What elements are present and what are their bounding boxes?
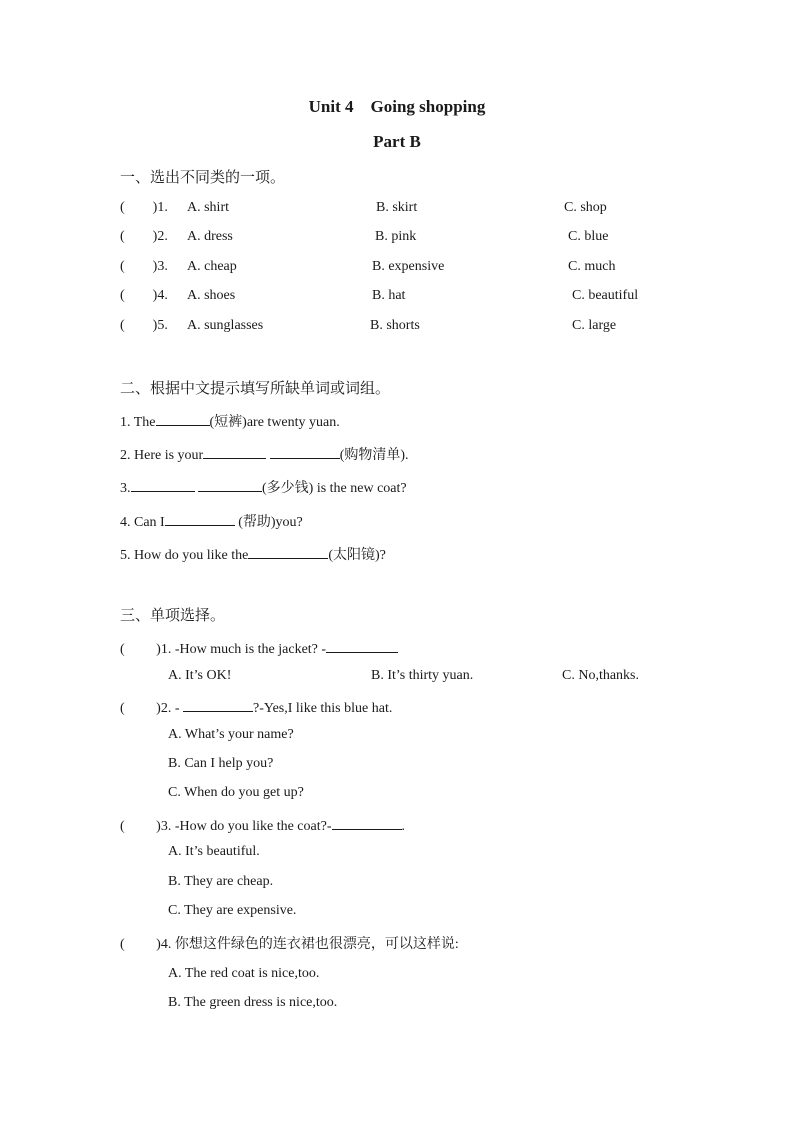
worksheet-subtitle: Part B (373, 132, 421, 151)
answer-bracket: ( )4. (120, 288, 168, 303)
option-c: C. blue (568, 229, 609, 244)
option-b: B. expensive (372, 259, 445, 274)
answer-bracket: ( )3. (120, 259, 168, 274)
question-hint: (多少钱) is the new coat? (262, 481, 407, 496)
choice-question-3 (120, 815, 405, 835)
option-b: B. shorts (370, 318, 420, 333)
choice-option-b: B. Can I help you? (168, 756, 274, 771)
option-a: A. shirt (187, 200, 229, 215)
fill-question-4 (120, 511, 303, 531)
question-hint: (帮助)you? (234, 515, 303, 530)
choice-question-4: ( )4. 你想这件绿色的连衣裙也很漂亮，可以这样说: (120, 937, 459, 952)
option-a: A. sunglasses (187, 318, 264, 333)
question-stem: ( )3. -How do you like the coat?- (120, 819, 332, 834)
choice-question-2 (120, 697, 392, 717)
answer-bracket: ( )5. (120, 318, 168, 333)
question-text: 3. (120, 481, 131, 496)
answer-blank[interactable] (270, 444, 340, 459)
answer-blank[interactable] (203, 444, 266, 459)
section-3-heading: 三、单项选择。 (120, 608, 226, 624)
question-hint: (购物清单). (339, 448, 409, 463)
worksheet-title: Unit 4 Going shopping (308, 97, 486, 116)
answer-bracket: ( )2. (120, 229, 168, 244)
choice-option-a: A. The red coat is nice,too. (168, 966, 320, 981)
fill-question-3 (120, 477, 407, 497)
answer-blank[interactable] (183, 697, 253, 712)
choice-option-c: C. They are expensive. (168, 903, 297, 918)
answer-bracket: ( )1. (120, 200, 168, 215)
fill-question-5 (120, 544, 386, 564)
option-a: A. shoes (187, 288, 236, 303)
fill-question-1 (120, 411, 340, 431)
question-stem: ( )1. -How much is the jacket? - (120, 642, 327, 657)
section-2-heading: 二、根据中文提示填写所缺单词或词组。 (120, 381, 391, 397)
choice-option-a: A. It’s OK! (168, 668, 232, 683)
question-stem-end: ?-Yes,I like this blue hat. (253, 701, 393, 716)
question-text: 4. Can I (120, 515, 165, 530)
option-c: C. shop (564, 200, 607, 215)
answer-blank[interactable] (198, 477, 262, 492)
answer-blank[interactable] (326, 638, 398, 653)
choice-question-1 (120, 638, 398, 658)
choice-option-a: A. It’s beautiful. (168, 844, 260, 859)
option-a: A. dress (187, 229, 233, 244)
choice-option-b: B. It’s thirty yuan. (371, 668, 474, 683)
option-c: C. large (572, 318, 617, 333)
section-1-heading: 一、选出不同类的一项。 (120, 170, 286, 186)
choice-option-c: C. When do you get up? (168, 785, 304, 800)
question-stem: ( )2. - (120, 701, 183, 716)
option-c: C. much (568, 259, 616, 274)
question-text: 1. The (120, 415, 156, 430)
question-hint: (太阳镜)? (328, 548, 386, 563)
question-stem-end: . (401, 819, 405, 834)
question-text: 5. How do you like the (120, 548, 249, 563)
answer-blank[interactable] (248, 544, 328, 559)
fill-question-2 (120, 444, 409, 464)
choice-option-b: B. They are cheap. (168, 874, 274, 889)
answer-blank[interactable] (131, 477, 195, 492)
option-b: B. pink (375, 229, 417, 244)
option-c: C. beautiful (572, 288, 639, 303)
choice-option-b: B. The green dress is nice,too. (168, 995, 338, 1010)
answer-blank[interactable] (156, 411, 210, 426)
question-hint: (短裤)are twenty yuan. (209, 415, 340, 430)
option-b: B. hat (372, 288, 406, 303)
answer-blank[interactable] (165, 511, 235, 526)
choice-option-c: C. No,thanks. (562, 668, 639, 683)
option-b: B. skirt (376, 200, 418, 215)
question-text: 2. Here is your (120, 448, 204, 463)
answer-blank[interactable] (332, 815, 402, 830)
choice-option-a: A. What’s your name? (168, 727, 294, 742)
option-a: A. cheap (187, 259, 237, 274)
